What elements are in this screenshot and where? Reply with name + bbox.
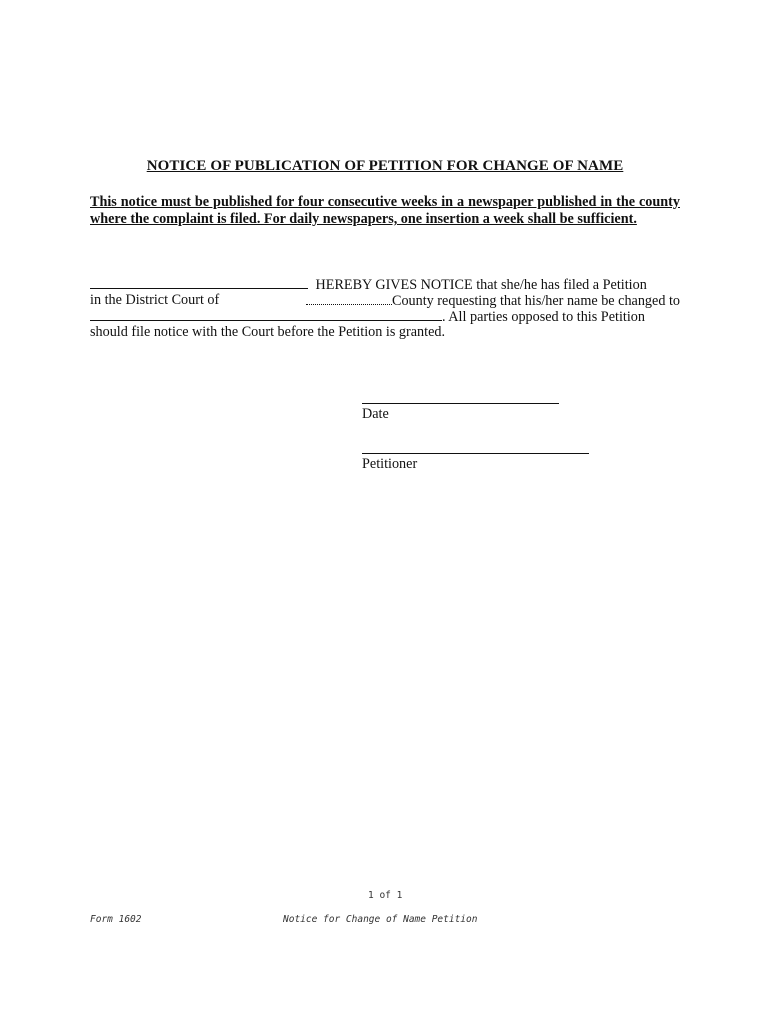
body-line-3-text: . All parties opposed to this Petition xyxy=(442,309,645,325)
body-line-1-text: HEREBY GIVES NOTICE that she/he has filed a Petition xyxy=(315,277,647,293)
body-line-2-suffix: County requesting that his/her name be changed to xyxy=(391,293,680,309)
form-number: Form 1602 xyxy=(90,914,142,925)
body-line-2-prefix: in the District Court of xyxy=(90,292,220,308)
date-label: Date xyxy=(362,406,389,422)
publication-instructions: This notice must be published for four consecutive weeks in a newspaper published in the county where the complaint is filed. For daily newspapers, one insertion a week shall be sufficient. xyxy=(90,194,680,227)
date-signature-line[interactable] xyxy=(362,403,559,404)
petitioner-signature-line[interactable] xyxy=(362,453,589,454)
body-line-2 xyxy=(90,292,680,309)
body-line-2-right xyxy=(306,292,680,309)
body-line-3 xyxy=(90,308,680,325)
new-name-blank[interactable] xyxy=(90,308,442,321)
petitioner-name-blank[interactable] xyxy=(90,276,308,289)
document-title: NOTICE OF PUBLICATION OF PETITION FOR CHANGE OF NAME xyxy=(146,158,624,174)
body-line-4: should file notice with the Court before the Petition is granted. xyxy=(90,324,446,340)
county-blank[interactable] xyxy=(306,292,392,305)
petitioner-label: Petitioner xyxy=(362,456,418,472)
body-line-1 xyxy=(90,276,680,293)
form-title: Notice for Change of Name Petition xyxy=(283,914,478,925)
page-number: 1 of 1 xyxy=(368,890,403,901)
